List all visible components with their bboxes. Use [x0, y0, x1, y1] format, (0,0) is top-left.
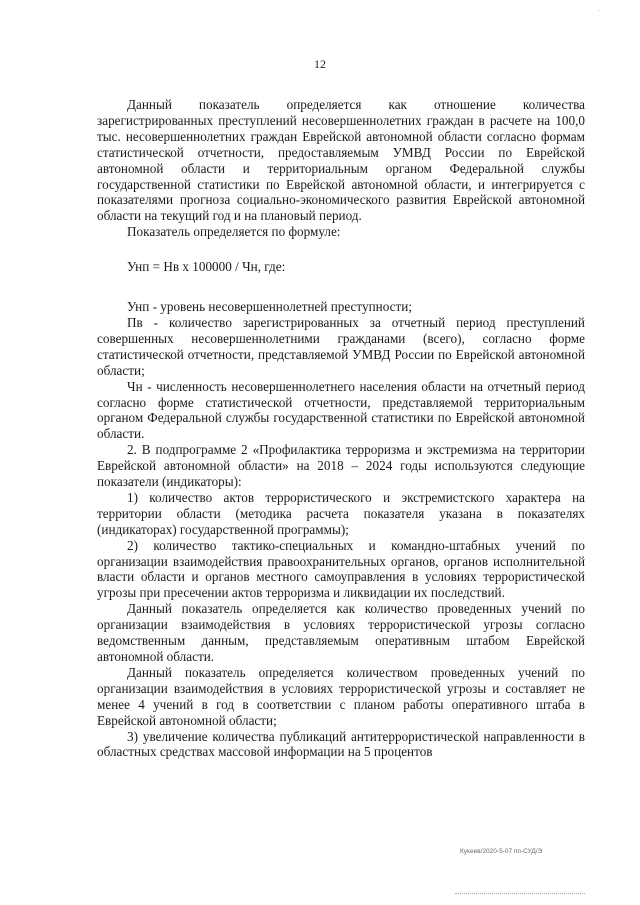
footer-reference: Кукеев/2020-5-07 пп-СУД/Э [460, 848, 543, 855]
corner-mark: · [598, 6, 601, 15]
bottom-divider [455, 893, 585, 894]
list-item-3: 3) увеличение количества публикаций антитеррористической направленности в областных средствах массовой информации на 5 процентов [97, 728, 585, 760]
formula: Унп = Нв х 100000 / Чн, где: [127, 259, 286, 275]
paragraph-exercises-count: Данный показатель определяется количеством проведенных учений по организации взаимодействия в условиях террористической угрозы и составляет не менее 4 учений в год в соответствии с планом работы оперативного штаба в Еврейской автономной области; [97, 664, 585, 728]
formula-variable-chn: Чн - численность несовершеннолетнего населения области на отчетный период согласно форме статистической отчетности, представляемой территориальным органом Федеральной службы государственной статистики по Еврейской автономной области. [97, 378, 585, 442]
formula-variable-unp: Унп - уровень несовершеннолетней преступности; [127, 299, 412, 315]
page-number: 12 [314, 57, 326, 71]
list-item-2: 2) количество тактико-специальных и командно-штабных учений по организации взаимодействия правоохранительных органов, органов исполнительной власти области и органов местного самоуправления в условиях террористической угрозы при пресечении актов терроризма и ликвидации их последствий. [97, 537, 585, 601]
document-body [97, 97, 585, 760]
paragraph-exercises-definition: Данный показатель определяется как количество проведенных учений по организации взаимодействия в условиях террористической угрозы согласно ведомственным данным, представляемым оперативным штабом Еврейской автономной области. [97, 601, 585, 664]
formula-variable-pv: Пв - количество зарегистрированных за отчетный период преступлений совершенных несовершеннолетними гражданами (всего), согласно форме статистической отчетности, представляемой УМВД России по Еврейской автономной области; [97, 314, 585, 378]
paragraph-indicator-definition: Данный показатель определяется как отношение количества зарегистрированных преступлений несовершеннолетних граждан в расчете на 100,0 тыс. несовершеннолетних граждан Еврейской автономной области согласно формам статистической отчетности, предоставляемым УМВД России по Еврейской автономной области и территориальным органом Федеральной службы государственной статистики по Еврейской автономной области, и интегрируется с показателями прогноза социально-экономического развития Еврейской автономной области на текущий год и на плановый период. [97, 97, 585, 224]
list-item-1: 1) количество актов террористического и экстремистского характера на территории области (методика расчета показателя указана в показателях (индикаторах) государственной программы); [97, 489, 585, 537]
paragraph-formula-intro: Показатель определяется по формуле: [127, 224, 341, 240]
paragraph-subprogram-2: 2. В подпрограмме 2 «Профилактика терроризма и экстремизма на территории Еврейской автономной области» на 2018 – 2024 годы используются следующие показатели (индикаторы): [97, 442, 585, 490]
